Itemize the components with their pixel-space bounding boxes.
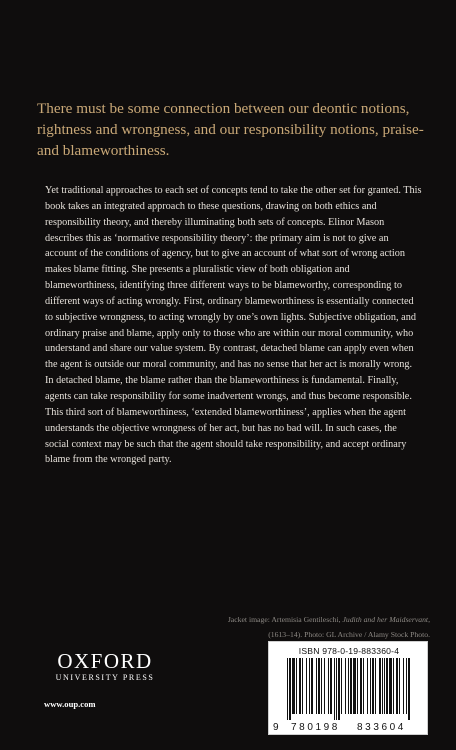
barcode-icon	[279, 658, 419, 720]
credit-prefix: Jacket image: Artemisia Gentileschi,	[227, 615, 343, 624]
isbn-label: ISBN 978-0-19-883360-4	[298, 646, 400, 656]
barcode-digit-first: 9	[273, 722, 279, 733]
credit-line-2: (1613–14). Photo: GL Archive / Alamy Stock Photo.	[268, 630, 430, 639]
publisher-subtitle: UNIVERSITY PRESS	[55, 673, 155, 682]
publisher-url: www.oup.com	[44, 699, 96, 709]
publisher-logo	[44, 650, 166, 683]
artwork-title: Judith and her Maidservant	[342, 615, 429, 624]
pull-quote: There must be some connection between our deontic notions, rightness and wrongness, and our responsibility notions, praise- and blameworthiness.	[37, 100, 424, 159]
publisher-name: OXFORD	[57, 649, 153, 673]
jacket-image-credit	[160, 612, 430, 642]
credit-suffix: ,	[428, 615, 430, 624]
credit-line-1	[160, 612, 430, 627]
barcode-digits-left: 780198	[291, 722, 340, 733]
barcode-digits-right: 833604	[357, 722, 406, 733]
barcode-panel	[268, 641, 428, 735]
blurb-text: Yet traditional approaches to each set of concepts tend to take the other set for granted. This book takes an integrated approach to these questions, drawing on both ethics and responsibility theory, and thereby illuminating both sets of concepts. Elinor Mason describes this as ‘normative responsibility theory’: the primary aim is not to give an account of the conditions of agency, but to give an account of what sort of wrong action makes blame fitting. She presents a pluralistic view of both obligation and blameworthiness, identifying three different ways to be blameworthy, corresponding to different ways of acting wrongly. First, ordinary blameworthiness is essentially connected to subjective wrongness, to acting wrongly by one’s own lights. Subjective obligation, and ordinary praise and blame, apply only to those who are within our moral community, who understand and share our value system. By contrast, detached blame can apply even when the agent is outside our moral community, and has no sense that her act is morally wrong. In detached blame, the blame rather than the blameworthiness is fundamental. Finally, agents can take responsibility for some inadvertent wrongs, and thus become responsible. This third sort of blameworthiness, ‘extended blameworthiness’, applies when the agent understands the objective wrongness of her act, but has no bad will. In such cases, the social context may be such that the agent should take responsibility, and accept ordinary blame from the wronged party.	[45, 185, 422, 466]
